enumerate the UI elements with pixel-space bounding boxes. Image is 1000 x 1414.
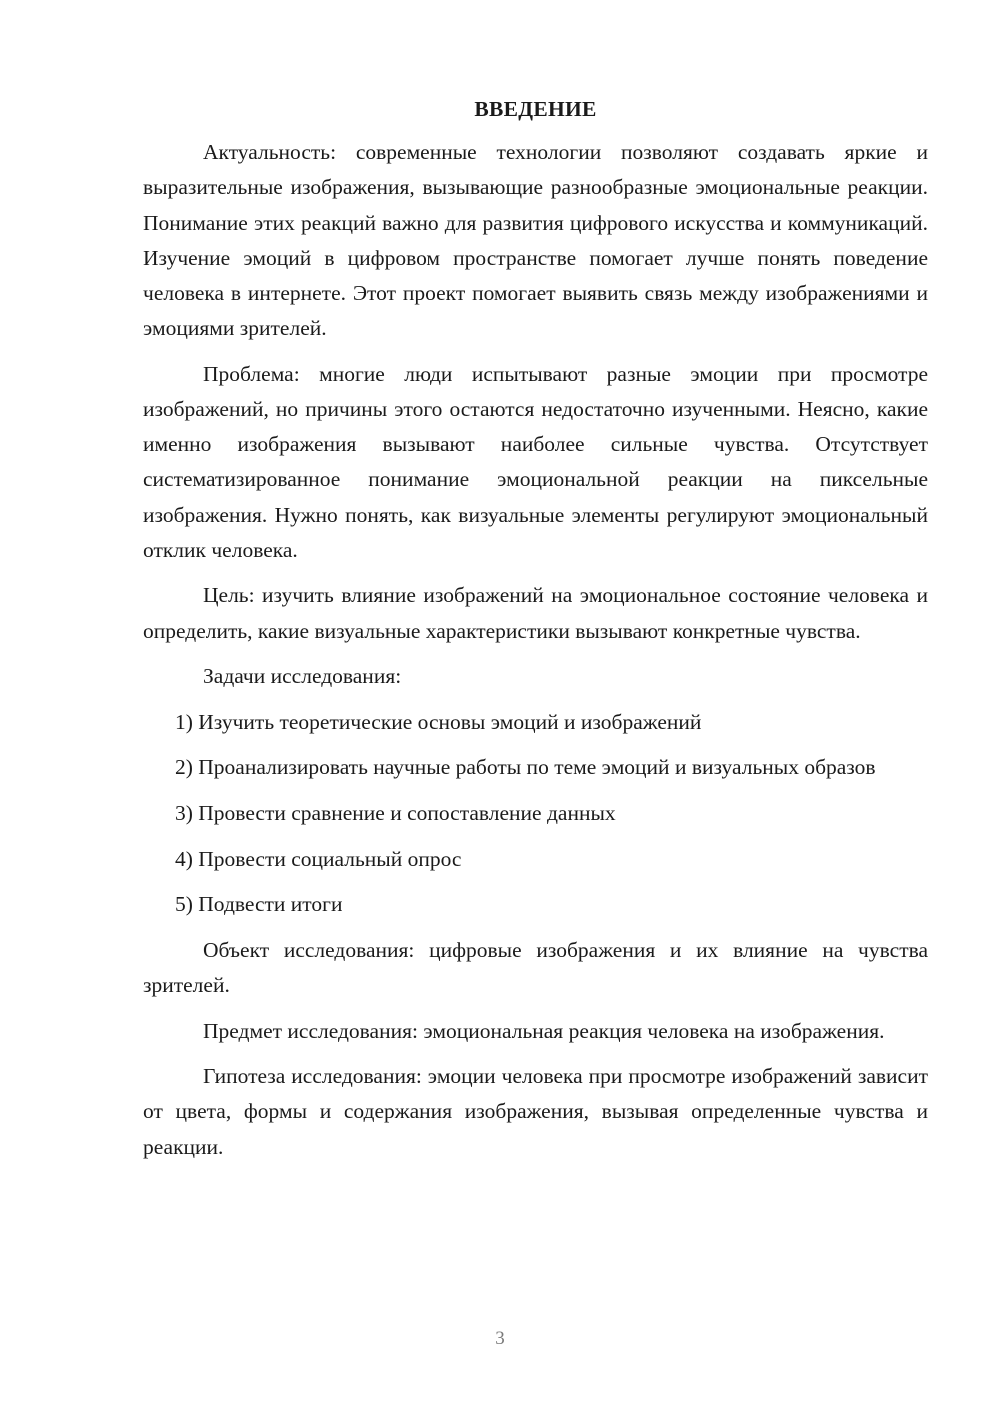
paragraph-goal: Цель: изучить влияние изображений на эмоциональное состояние человека и определить, какие визуальные характеристики вызывают конкретные чувства. [143, 583, 928, 643]
task-item-2: 2) Проанализировать научные работы по теме эмоций и визуальных образов [175, 755, 876, 780]
tasks-heading: Задачи исследования: [203, 664, 402, 689]
task-item-4: 4) Провести социальный опрос [175, 846, 462, 871]
paragraph-problem: Проблема: многие люди испытывают разные эмоции при просмотре изображений, но причины этого остаются недостаточно изученными. Неясно, какие именно изображения вызывают наиболее сильные чувства. Отсутствует систематизированное понимание эмоциональной реакции на пиксельные изображения. Нужно понять, как визуальные элементы регулируют эмоциональный отклик человека. [143, 361, 928, 562]
task-item-1: 1) Изучить теоретические основы эмоций и изображений [175, 709, 702, 734]
paragraph-hypothesis: Гипотеза исследования: эмоции человека при просмотре изображений зависит от цвета, формы и содержания изображения, вызывая определенные чувства и реакции. [143, 1064, 928, 1159]
paragraph-relevance: Актуальность: современные технологии позволяют создавать яркие и выразительные изображения, вызывающие разнообразные эмоциональные реакции. Понимание этих реакций важно для развития цифрового искусства и коммуникаций. Изучение эмоций в цифровом пространстве помогает лучше понять поведение человека в интернете. Этот проект помогает выявить связь между изображениями и эмоциями зрителей. [143, 140, 928, 341]
paragraph-subject: Предмет исследования: эмоциональная реакция человека на изображения. [203, 1018, 885, 1043]
paragraph-object: Объект исследования: цифровые изображения и их влияние на чувства зрителей. [143, 937, 928, 997]
task-item-3: 3) Провести сравнение и сопоставление данных [175, 801, 616, 825]
task-item-5: 5) Подвести итоги [175, 892, 343, 917]
page-title: ВВЕДЕНИЕ [474, 97, 597, 121]
page-number: 3 [495, 1328, 505, 1349]
document-page [143, 92, 928, 1175]
